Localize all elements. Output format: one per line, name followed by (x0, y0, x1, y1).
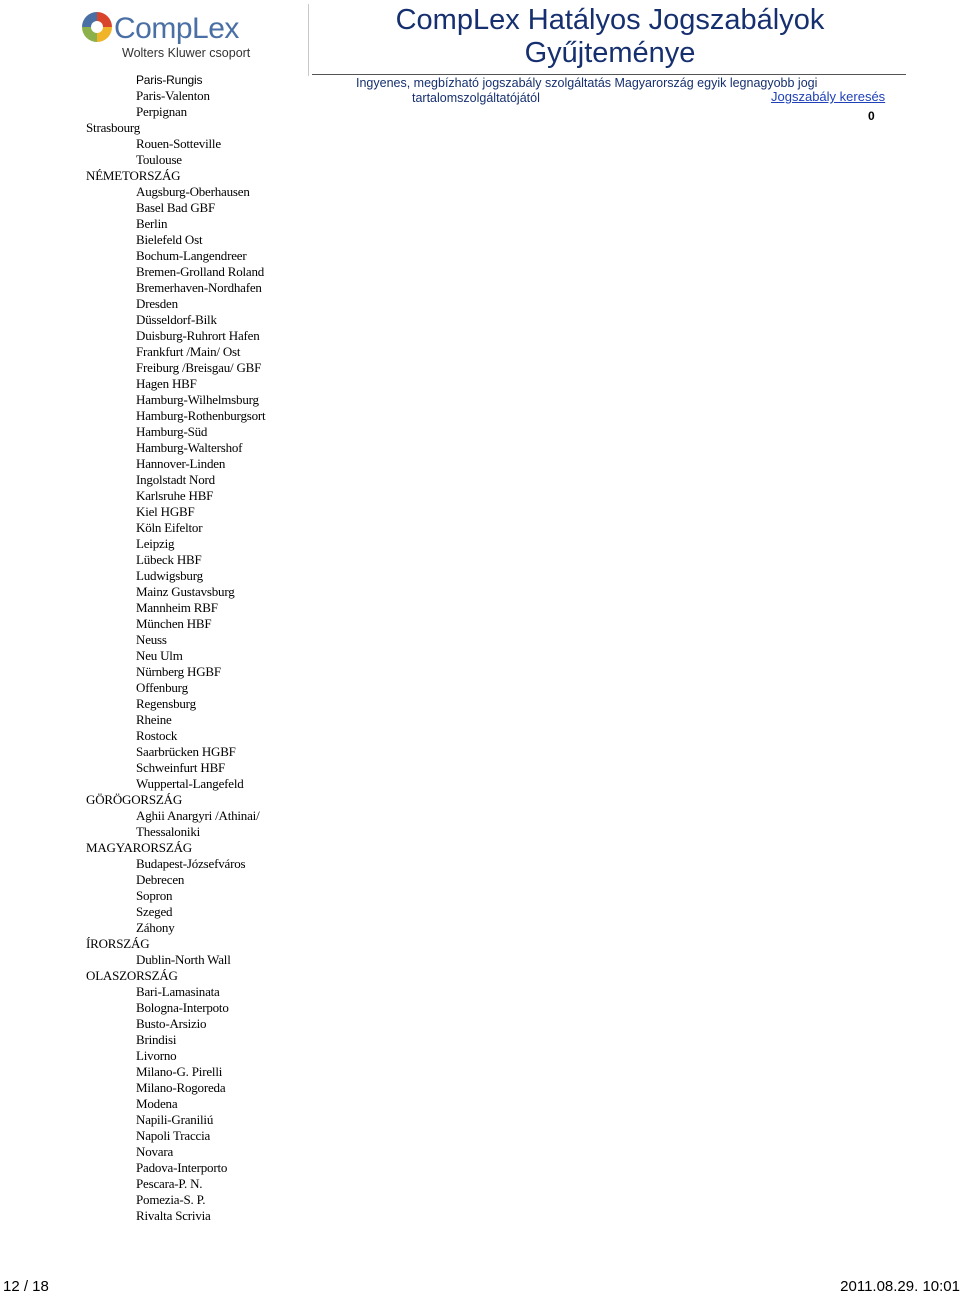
logo-brand: CompLex (114, 12, 239, 45)
list-item: Hamburg-Süd (136, 424, 208, 439)
list-item: Mannheim RBF (136, 600, 218, 615)
list-country: OLASZORSZÁG (86, 968, 178, 983)
list-country: NÉMETORSZÁG (86, 168, 181, 183)
list-item: Modena (136, 1096, 178, 1111)
list-item: Köln Eifeltor (136, 520, 203, 535)
list-item: Hamburg-Waltershof (136, 440, 243, 455)
list-item: Rostock (136, 728, 178, 743)
list-item: München HBF (136, 616, 212, 631)
list-item: Bremen-Grolland Roland (136, 264, 265, 279)
tagline-line1: Ingyenes, megbízható jogszabály szolgáltatás Magyarország egyik legnagyobb jogi (356, 76, 818, 90)
list-country: GÖRÖGORSZÁG (86, 792, 183, 807)
list-item: Basel Bad GBF (136, 200, 216, 215)
list-item: Záhony (136, 920, 175, 935)
law-search-link[interactable]: Jogszabály keresés (771, 89, 886, 104)
list-item: Pescara-P. N. (136, 1176, 203, 1191)
list-item: Hagen HBF (136, 376, 197, 391)
list-item: Napoli Traccia (136, 1128, 211, 1143)
list-country: Strasbourg (86, 120, 141, 135)
list-item: Pomezia-S. P. (136, 1192, 206, 1207)
list-item: Perpignan (136, 104, 187, 119)
tagline-line2: tartalomszolgáltatójától (412, 91, 540, 105)
list-item: Ingolstadt Nord (136, 472, 215, 487)
list-item: Bochum-Langendreer (136, 248, 247, 263)
list-item: Thessaloniki (136, 824, 201, 839)
site-title-line1: CompLex Hatályos Jogszabályok (395, 4, 825, 36)
list-item: Mainz Gustavsburg (136, 584, 235, 599)
list-item: Rivalta Scrivia (136, 1208, 211, 1223)
list-item: Padova-Interporto (136, 1160, 228, 1175)
list-item: Rheine (136, 712, 172, 727)
list-item: Frankfurt /Main/ Ost (136, 344, 241, 359)
list-item: Saarbrücken HGBF (136, 744, 236, 759)
list-item: Berlin (136, 216, 168, 231)
list-item: Kiel HGBF (136, 504, 195, 519)
list-item: Hamburg-Wilhelmsburg (136, 392, 259, 407)
list-item: Regensburg (136, 696, 196, 711)
list-item: Leipzig (136, 536, 175, 551)
list-item: Aghii Anargyri /Athinai/ (136, 808, 260, 823)
list-item: Rouen-Sotteville (136, 136, 221, 151)
list-item: Dublin-North Wall (136, 952, 231, 967)
list-item: Augsburg-Oberhausen (136, 184, 250, 199)
header-divider-vertical (308, 4, 309, 76)
list-item: Offenburg (136, 680, 188, 695)
logo-subtitle: Wolters Kluwer csoport (122, 46, 251, 60)
list-item: Szeged (136, 904, 173, 919)
complex-logo[interactable] (80, 8, 270, 58)
list-item: Milano-G. Pirelli (136, 1064, 223, 1079)
list-item: Budapest-Józsefváros (136, 856, 246, 871)
list-item: Busto-Arsizio (136, 1016, 207, 1031)
list-item: Neuss (136, 632, 167, 647)
list-country: ÍRORSZÁG (86, 936, 150, 951)
list-item: Freiburg /Breisgau/ GBF (136, 360, 262, 375)
list-item: Novara (136, 1144, 174, 1159)
list-item: Paris-Rungis (136, 73, 203, 87)
list-item: Milano-Rogoreda (136, 1080, 226, 1095)
page-number: 12 / 18 (3, 1278, 49, 1295)
list-item: Bielefeld Ost (136, 232, 203, 247)
list-item: Nürnberg HGBF (136, 664, 221, 679)
list-item: Paris-Valenton (136, 88, 210, 103)
print-datetime: 2011.08.29. 10:01 (840, 1278, 960, 1295)
list-item: Bari-Lamasinata (136, 984, 220, 999)
list-item: Hamburg-Rothenburgsort (136, 408, 266, 423)
list-item: Toulouse (136, 152, 182, 167)
station-list (0, 72, 330, 1224)
list-item: Napili-Graniliú (136, 1112, 214, 1127)
list-item: Bologna-Interpoto (136, 1000, 229, 1015)
list-item: Dresden (136, 296, 178, 311)
list-item: Livorno (136, 1048, 177, 1063)
list-item: Düsseldorf-Bilk (136, 312, 217, 327)
list-country: MAGYARORSZÁG (86, 840, 192, 855)
counter-value: 0 (868, 109, 875, 123)
list-item: Schweinfurt HBF (136, 760, 226, 775)
list-item: Wuppertal-Langefeld (136, 776, 244, 791)
list-item: Lübeck HBF (136, 552, 202, 567)
list-item: Neu Ulm (136, 648, 183, 663)
list-item: Hannover-Linden (136, 456, 226, 471)
list-item: Duisburg-Ruhrort Hafen (136, 328, 260, 343)
list-item: Debrecen (136, 872, 185, 887)
site-title-line2: Gyűjteménye (524, 37, 696, 69)
list-item: Karlsruhe HBF (136, 488, 214, 503)
header-divider-horizontal (312, 74, 906, 75)
list-item: Brindisi (136, 1032, 177, 1047)
list-item: Sopron (136, 888, 173, 903)
list-item: Ludwigsburg (136, 568, 203, 583)
list-item: Bremerhaven-Nordhafen (136, 280, 262, 295)
logo-globe-icon (80, 10, 114, 44)
